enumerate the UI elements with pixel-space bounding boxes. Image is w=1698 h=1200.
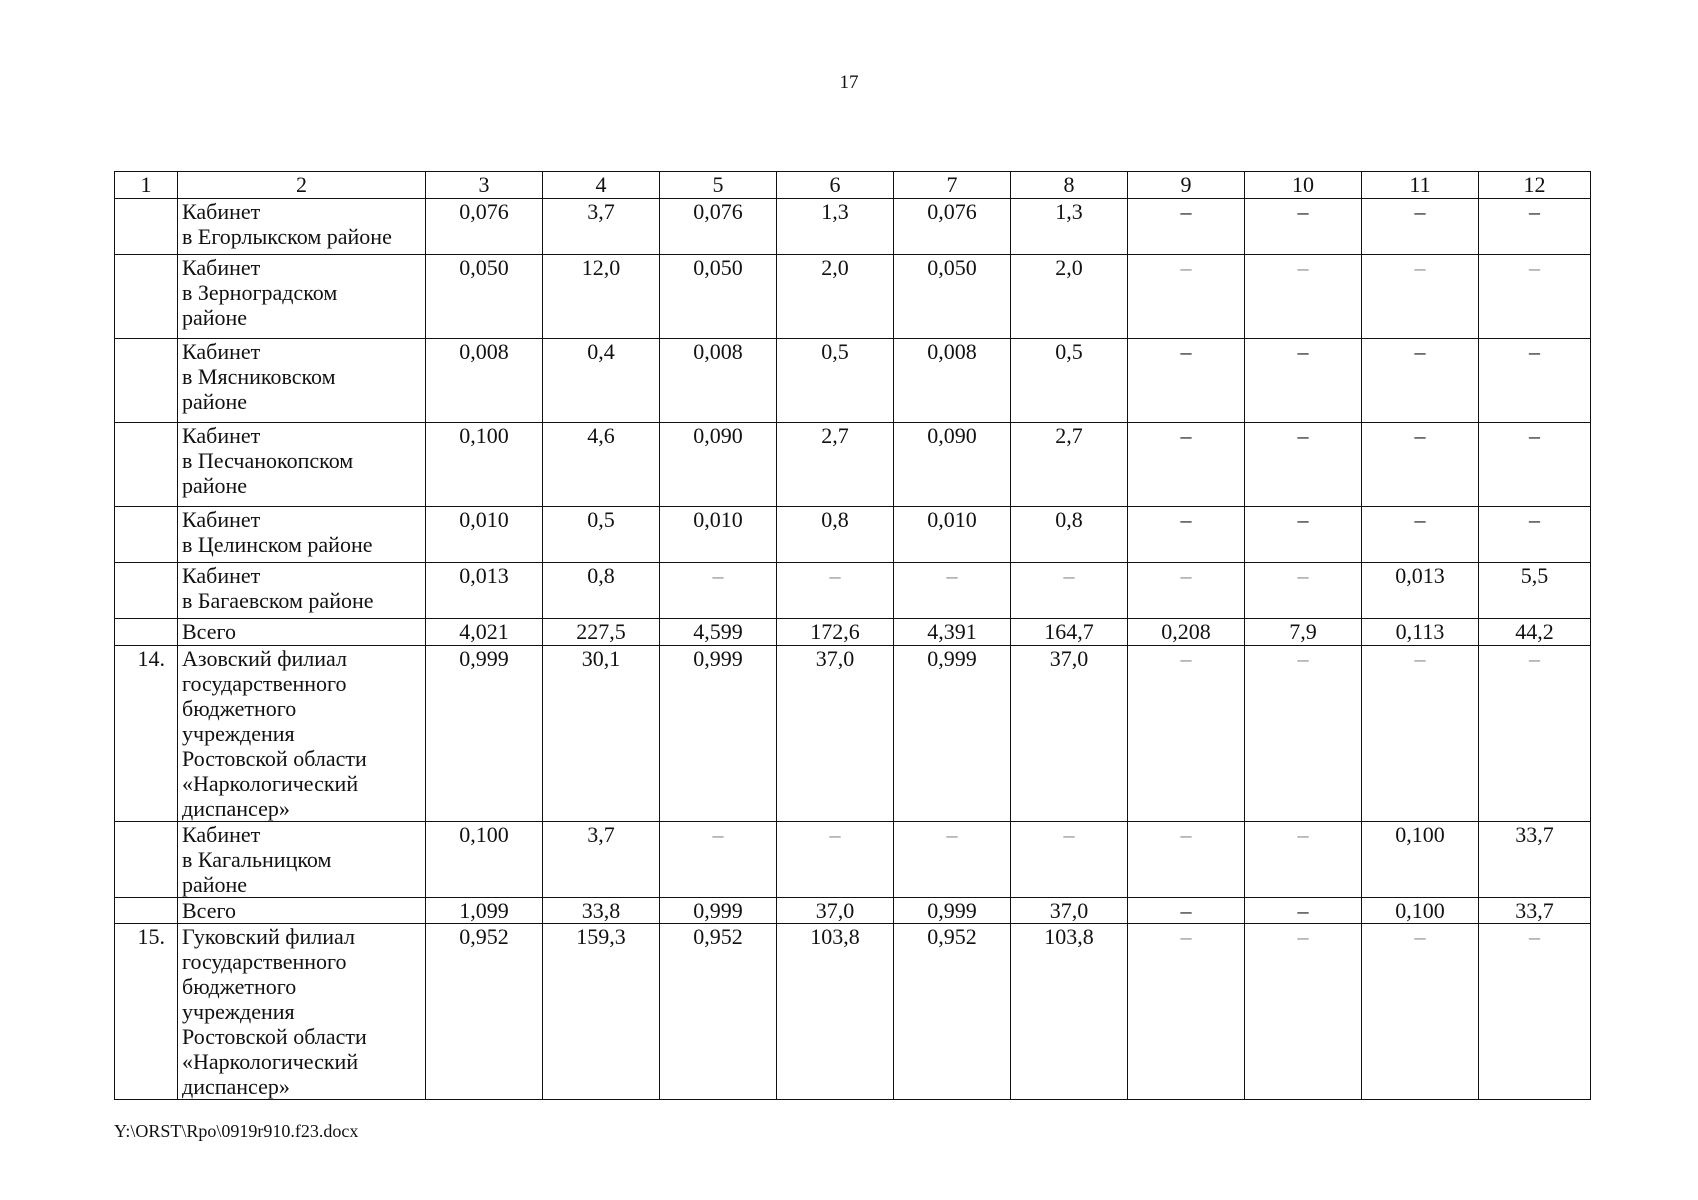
table-row — [115, 898, 1591, 924]
table-cell: – — [1128, 646, 1245, 822]
table-cell: 2,7 — [777, 423, 894, 507]
table-cell: 37,0 — [1011, 646, 1128, 822]
table-row — [115, 199, 1591, 255]
table-cell: 4,021 — [426, 619, 543, 646]
column-header: 1 — [115, 172, 178, 199]
table-cell: 0,010 — [660, 507, 777, 563]
table-cell: 0,100 — [426, 822, 543, 898]
table-cell: – — [1128, 822, 1245, 898]
table-cell: 103,8 — [777, 924, 894, 1100]
row-index: 15. — [115, 924, 178, 1100]
column-header: 4 — [543, 172, 660, 199]
table-cell: – — [660, 822, 777, 898]
row-index — [115, 507, 178, 563]
table-row — [115, 924, 1591, 1100]
table-cell: – — [1362, 199, 1479, 255]
table-cell: 0,090 — [894, 423, 1011, 507]
table-cell: – — [1245, 199, 1362, 255]
row-name: Кабинет в Целинском районе — [178, 507, 426, 563]
table-row — [115, 423, 1591, 507]
row-index — [115, 822, 178, 898]
column-header: 10 — [1245, 172, 1362, 199]
table-cell: 164,7 — [1011, 619, 1128, 646]
table-cell: 0,999 — [660, 898, 777, 924]
row-index — [115, 619, 178, 646]
table-cell: 0,999 — [894, 646, 1011, 822]
table-cell: 0,113 — [1362, 619, 1479, 646]
table-cell: 3,7 — [543, 822, 660, 898]
table-cell: – — [1479, 924, 1591, 1100]
table-cell: 2,0 — [1011, 255, 1128, 339]
table-cell: 7,9 — [1245, 619, 1362, 646]
table-cell: 0,050 — [894, 255, 1011, 339]
table-cell: – — [1479, 339, 1591, 423]
table-cell: – — [1011, 822, 1128, 898]
table-cell: 1,099 — [426, 898, 543, 924]
table-cell: 0,076 — [426, 199, 543, 255]
table-cell: 0,013 — [426, 563, 543, 619]
table-cell: 0,008 — [660, 339, 777, 423]
table-cell: 4,599 — [660, 619, 777, 646]
table-cell: 5,5 — [1479, 563, 1591, 619]
table-cell: 0,5 — [777, 339, 894, 423]
row-index — [115, 423, 178, 507]
column-header: 12 — [1479, 172, 1591, 199]
column-header: 11 — [1362, 172, 1479, 199]
column-header: 5 — [660, 172, 777, 199]
table-cell: – — [1362, 507, 1479, 563]
table-cell: – — [1362, 339, 1479, 423]
table-cell: 0,999 — [660, 646, 777, 822]
row-name: Кабинет в Зерноградском районе — [178, 255, 426, 339]
table-cell: 37,0 — [777, 646, 894, 822]
table-cell: 44,2 — [1479, 619, 1591, 646]
table-cell: – — [1245, 423, 1362, 507]
table-cell: 0,999 — [894, 898, 1011, 924]
table-row — [115, 619, 1591, 646]
row-name: Кабинет в Кагальницком районе — [178, 822, 426, 898]
column-header: 6 — [777, 172, 894, 199]
row-index — [115, 898, 178, 924]
table-cell: – — [1479, 423, 1591, 507]
table-cell: 0,010 — [894, 507, 1011, 563]
table-cell: 0,5 — [1011, 339, 1128, 423]
table-cell: 0,952 — [426, 924, 543, 1100]
table-cell: – — [1245, 339, 1362, 423]
table-cell: 0,008 — [894, 339, 1011, 423]
table-cell: 33,7 — [1479, 822, 1591, 898]
table-row — [115, 563, 1591, 619]
table-cell: – — [1479, 255, 1591, 339]
column-header: 7 — [894, 172, 1011, 199]
table-cell: – — [1128, 423, 1245, 507]
table-cell: – — [1245, 822, 1362, 898]
table-cell: – — [1011, 563, 1128, 619]
table-cell: – — [1128, 199, 1245, 255]
table-header — [115, 172, 1591, 199]
data-table — [114, 171, 1591, 1100]
table-row — [115, 339, 1591, 423]
table-cell: 0,076 — [894, 199, 1011, 255]
row-name: Кабинет в Багаевском районе — [178, 563, 426, 619]
table-cell: – — [1245, 563, 1362, 619]
row-name: Кабинет в Егорлыкском районе — [178, 199, 426, 255]
row-index — [115, 563, 178, 619]
table-cell: – — [1128, 898, 1245, 924]
row-name: Кабинет в Песчанокопском районе — [178, 423, 426, 507]
table-cell: – — [1362, 423, 1479, 507]
table-cell: – — [1479, 199, 1591, 255]
table-cell: 159,3 — [543, 924, 660, 1100]
table-row — [115, 255, 1591, 339]
table-cell: 0,4 — [543, 339, 660, 423]
table-cell: 0,013 — [1362, 563, 1479, 619]
table-cell: – — [1245, 924, 1362, 1100]
row-index — [115, 255, 178, 339]
table-row — [115, 646, 1591, 822]
row-name: Кабинет в Мясниковском районе — [178, 339, 426, 423]
table-cell: 0,8 — [777, 507, 894, 563]
row-index — [115, 339, 178, 423]
table-cell: 0,8 — [1011, 507, 1128, 563]
table-body — [115, 199, 1591, 1100]
table-cell: – — [1479, 646, 1591, 822]
table-cell: 0,999 — [426, 646, 543, 822]
table-cell: – — [1128, 924, 1245, 1100]
table-cell: – — [1362, 255, 1479, 339]
table-cell: 0,8 — [543, 563, 660, 619]
table-cell: 0,100 — [1362, 822, 1479, 898]
table-cell: 37,0 — [777, 898, 894, 924]
table-cell: – — [1128, 255, 1245, 339]
row-name: Всего — [178, 619, 426, 646]
table-row — [115, 822, 1591, 898]
table-cell: 0,050 — [660, 255, 777, 339]
table-cell: 3,7 — [543, 199, 660, 255]
table-cell: 2,7 — [1011, 423, 1128, 507]
table-cell: – — [1245, 507, 1362, 563]
table-cell: 0,952 — [660, 924, 777, 1100]
table-cell: 0,952 — [894, 924, 1011, 1100]
table-cell: 37,0 — [1011, 898, 1128, 924]
table-cell: – — [894, 563, 1011, 619]
table-cell: – — [1479, 507, 1591, 563]
table-cell: 12,0 — [543, 255, 660, 339]
table-cell: 4,6 — [543, 423, 660, 507]
header-row — [115, 172, 1591, 199]
table-cell: – — [1245, 646, 1362, 822]
table-cell: 0,5 — [543, 507, 660, 563]
table-cell: – — [894, 822, 1011, 898]
table-cell: – — [1128, 339, 1245, 423]
row-name: Гуковский филиал государственного бюджетного учреждения Ростовской области «Наркологический диспансер» — [178, 924, 426, 1100]
table-cell: – — [777, 822, 894, 898]
table-cell: 1,3 — [1011, 199, 1128, 255]
table-cell: – — [1245, 898, 1362, 924]
table-cell: – — [1128, 507, 1245, 563]
row-index — [115, 199, 178, 255]
row-name: Азовский филиал государственного бюджетного учреждения Ростовской области «Наркологический диспансер» — [178, 646, 426, 822]
table-cell: 0,008 — [426, 339, 543, 423]
table-cell: 0,208 — [1128, 619, 1245, 646]
table-cell: – — [1362, 646, 1479, 822]
table-cell: – — [660, 563, 777, 619]
table-cell: 30,1 — [543, 646, 660, 822]
column-header: 2 — [178, 172, 426, 199]
table-cell: 172,6 — [777, 619, 894, 646]
column-header: 9 — [1128, 172, 1245, 199]
table-cell: 103,8 — [1011, 924, 1128, 1100]
table-cell: 0,100 — [426, 423, 543, 507]
column-header: 3 — [426, 172, 543, 199]
table-cell: – — [777, 563, 894, 619]
table-cell: 2,0 — [777, 255, 894, 339]
row-name: Всего — [178, 898, 426, 924]
table-cell: 4,391 — [894, 619, 1011, 646]
table-cell: 227,5 — [543, 619, 660, 646]
table-cell: 33,7 — [1479, 898, 1591, 924]
table-cell: 1,3 — [777, 199, 894, 255]
table-cell: 0,076 — [660, 199, 777, 255]
table-cell: – — [1245, 255, 1362, 339]
row-index: 14. — [115, 646, 178, 822]
table-cell: – — [1362, 924, 1479, 1100]
table-cell: 33,8 — [543, 898, 660, 924]
table-cell: – — [1128, 563, 1245, 619]
footer-file-path: Y:\ORST\Rpo\0919r910.f23.docx — [114, 1121, 359, 1141]
table-cell: 0,010 — [426, 507, 543, 563]
column-header: 8 — [1011, 172, 1128, 199]
page-number: 17 — [839, 72, 859, 93]
table-cell: 0,050 — [426, 255, 543, 339]
table-cell: 0,090 — [660, 423, 777, 507]
table-row — [115, 507, 1591, 563]
table-cell: 0,100 — [1362, 898, 1479, 924]
